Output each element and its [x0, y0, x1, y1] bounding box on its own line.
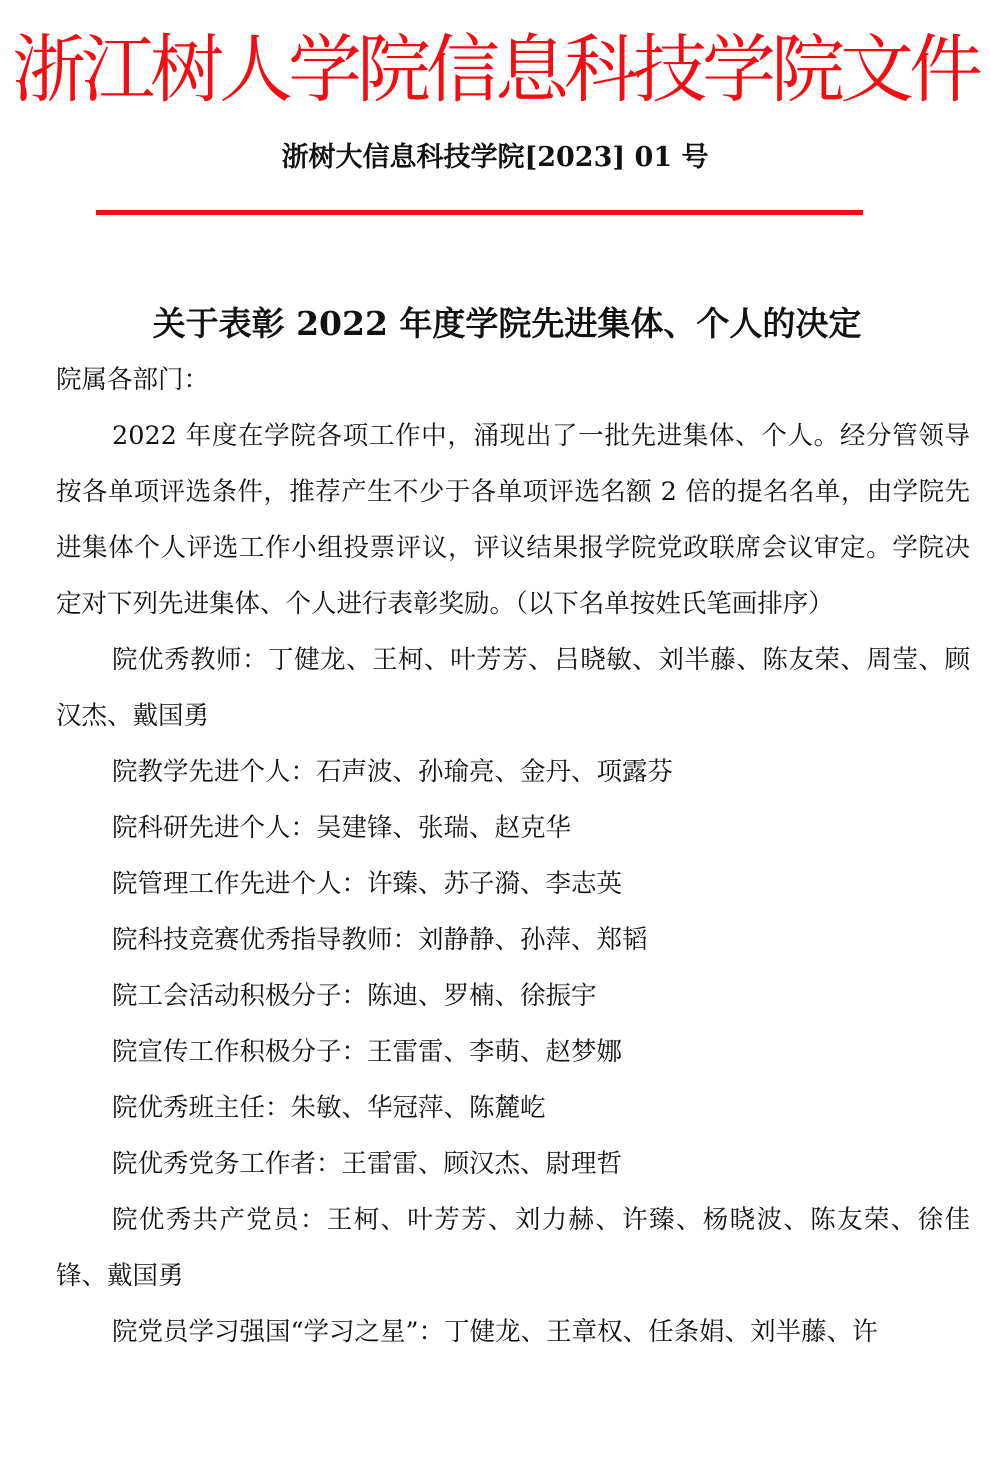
award-item: [56, 1080, 970, 1136]
award-names: 吴建锋、张瑞、赵克华: [316, 813, 572, 843]
document-body: [56, 352, 970, 1360]
award-names: 王雷雷、李萌、赵梦娜: [367, 1037, 623, 1067]
award-names: 丁健龙、王章权、任条娟、刘半藤、许: [444, 1317, 878, 1347]
award-names: 刘静静、孙萍、郑韬: [418, 925, 648, 955]
intro-paragraph: 2022 年度在学院各项工作中，涌现出了一批先进集体、个人。经分管领导按各单项评选条件，推荐产生不少于各单项评选名额 2 倍的提名名单，由学院先进集体个人评选工作小组投票评议，评议结果报学院党政联席会议审定。学院决定对下列先进集体、个人进行表彰奖励。（以下名单按姓氏笔画排序）: [56, 421, 970, 619]
award-label: 院教学先进个人：: [112, 757, 317, 787]
award-label: 院管理工作先进个人：: [112, 869, 368, 899]
award-names: 朱敏、华冠萍、陈麓屹: [290, 1093, 546, 1123]
document-title: 关于表彰 2022 年度学院先进集体、个人的决定: [152, 304, 862, 343]
document-header-title: 浙江树人学院信息科技学院文件: [12, 27, 978, 113]
award-item: [56, 912, 970, 968]
award-item: [56, 1136, 970, 1192]
award-item: [56, 856, 970, 912]
award-item: [56, 968, 970, 1024]
award-names: 丁健龙、王柯、叶芳芳、吕晓敏、刘半藤、陈友荣、周莹、顾汉杰、戴国勇: [56, 645, 970, 731]
award-label: 院宣传工作积极分子：: [112, 1037, 368, 1067]
award-item: [56, 800, 970, 856]
award-item: [56, 632, 970, 744]
award-item: [56, 1024, 970, 1080]
award-label: 院党员学习强国“学习之星”：: [112, 1317, 445, 1347]
award-label: 院优秀教师：: [112, 645, 269, 675]
salutation: 院属各部门：: [56, 365, 210, 395]
award-label: 院科研先进个人：: [112, 813, 317, 843]
award-names: 陈迪、罗楠、徐振宇: [367, 981, 597, 1011]
document-number: 浙树大信息科技学院[2023] 01 号: [281, 142, 709, 173]
award-item: [56, 744, 970, 800]
award-label: 院科技竞赛优秀指导教师：: [112, 925, 419, 955]
award-item: [56, 1304, 970, 1360]
award-item: [56, 1192, 970, 1304]
award-label: 院优秀班主任：: [112, 1093, 291, 1123]
award-names: 王雷雷、顾汉杰、尉理哲: [341, 1149, 623, 1179]
award-label: 院优秀共产党员：: [112, 1205, 327, 1235]
red-divider-line: [96, 210, 863, 215]
award-names: 许臻、苏子漪、李志英: [367, 869, 623, 899]
award-label: 院工会活动积极分子：: [112, 981, 368, 1011]
award-names: 王柯、叶芳芳、刘力赫、许臻、杨晓波、陈友荣、徐佳锋、戴国勇: [56, 1205, 970, 1291]
award-label: 院优秀党务工作者：: [112, 1149, 342, 1179]
award-names: 石声波、孙瑜亮、金丹、项露芬: [316, 757, 674, 787]
